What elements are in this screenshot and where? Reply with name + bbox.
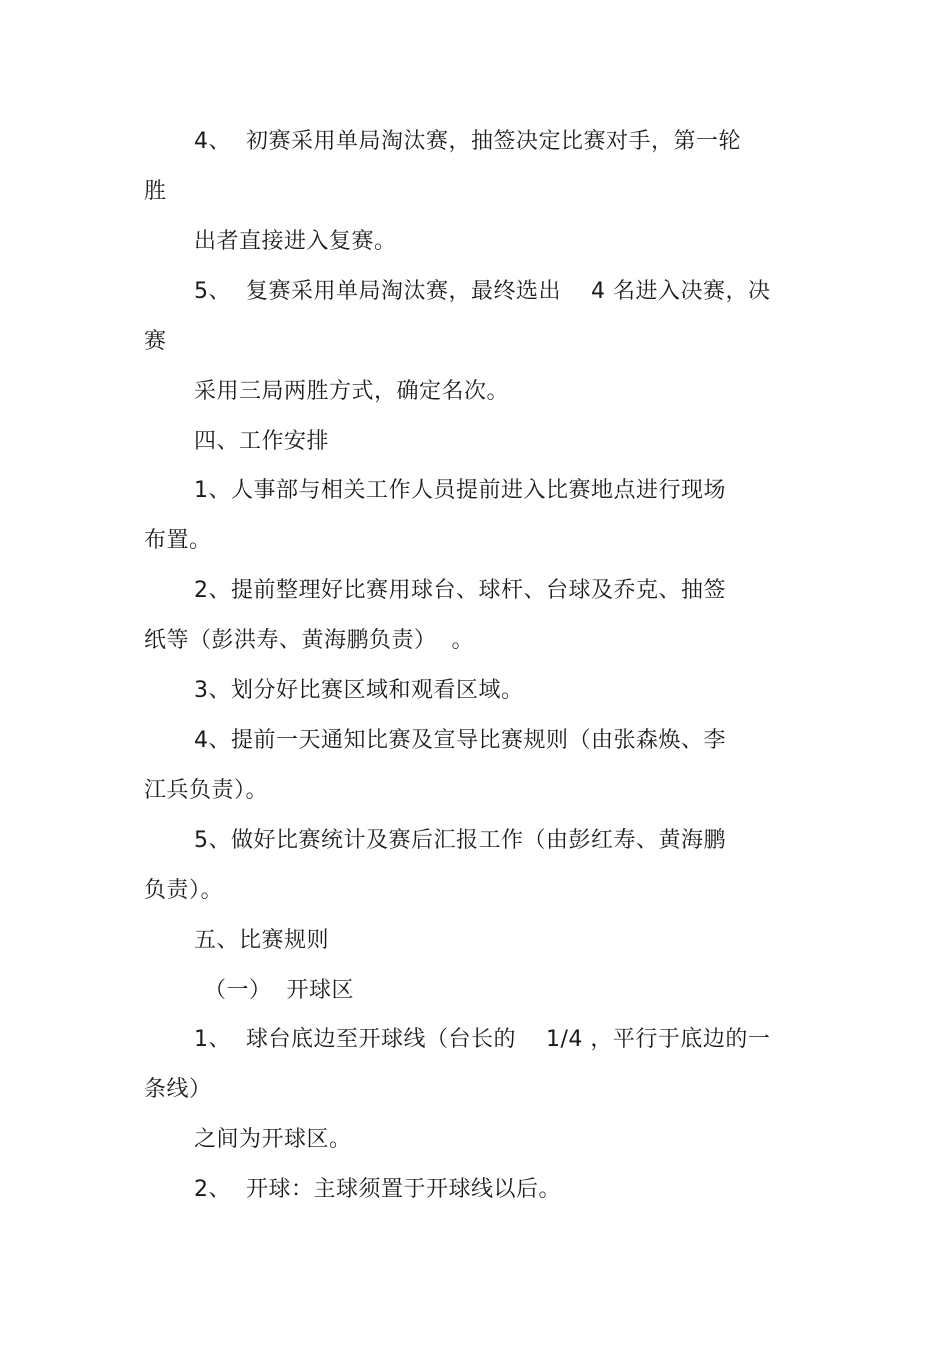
paragraph-line: 5、 复赛采用单局淘汰赛，最终选出 4 名进入决赛，决	[194, 279, 771, 304]
paragraph-line: 5、做好比赛统计及赛后汇报工作（由彭红寿、黄海鹏	[194, 828, 726, 853]
paragraph-line: 2、 开球：主球须置于开球线以后。	[194, 1177, 561, 1202]
paragraph-line: 之间为开球区。	[194, 1127, 352, 1152]
paragraph-line: 条线）	[144, 1077, 212, 1102]
paragraph-line: 纸等（彭洪寿、黄海鹏负责） 。	[144, 628, 474, 653]
paragraph-line: 3、划分好比赛区域和观看区域。	[194, 678, 524, 703]
section-heading: 五、比赛规则	[194, 928, 330, 953]
section-heading: 四、工作安排	[194, 429, 330, 454]
paragraph-line: 1、 球台底边至开球线（台长的 1/4 ，平行于底边的一	[194, 1027, 771, 1052]
paragraph-line: 4、 初赛采用单局淘汰赛，抽签决定比赛对手，第一轮	[194, 129, 741, 154]
paragraph-line: 江兵负责）。	[144, 778, 269, 803]
paragraph-line: 2、提前整理好比赛用球台、球杆、台球及乔克、抽签	[194, 578, 726, 603]
subsection-heading: （一） 开球区	[204, 978, 354, 1003]
paragraph-line: 负责）。	[144, 878, 224, 903]
paragraph-line: 胜	[144, 179, 167, 204]
paragraph-line: 4、提前一天通知比赛及宣导比赛规则（由张森焕、李	[194, 728, 726, 753]
paragraph-line: 赛	[144, 329, 167, 354]
paragraph-line: 1、人事部与相关工作人员提前进入比赛地点进行现场	[194, 478, 726, 503]
paragraph-line: 出者直接进入复赛。	[194, 229, 397, 254]
paragraph-line: 布置。	[144, 528, 212, 553]
paragraph-line: 采用三局两胜方式，确定名次。	[194, 379, 510, 404]
